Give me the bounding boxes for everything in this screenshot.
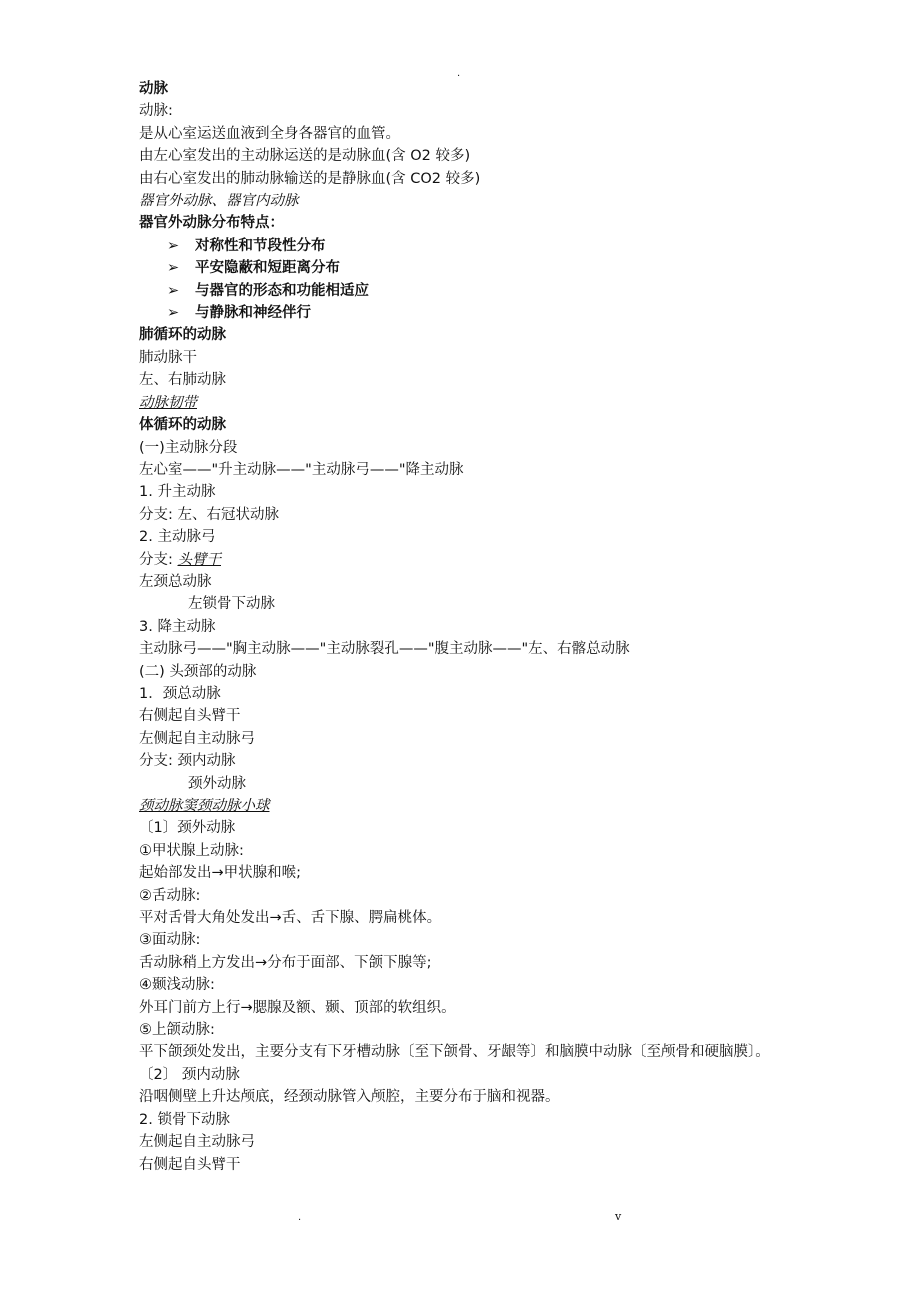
text-line: (二) 头颈部的动脉: [139, 663, 257, 680]
text-line: 舌动脉稍上方发出→分布于面部、下颌下腺等;: [139, 954, 432, 971]
text-line: 由右心室发出的肺动脉输送的是静脉血(含 CO2 较多): [139, 170, 481, 187]
text-line: 左颈总动脉: [139, 573, 212, 590]
italic-term: 器官外动脉、器官内动脉: [139, 193, 299, 210]
italic-underlined-term: 颈动脉窦颈动脉小球: [139, 798, 270, 814]
text-line: ③面动脉:: [139, 932, 201, 949]
bullet-item: [139, 302, 789, 324]
bullet-text: 对称性和节段性分布: [195, 237, 326, 254]
footer-left-mark: .: [298, 1212, 302, 1223]
text-line: 分支: 颈内动脉: [139, 753, 236, 770]
arrow-bullet-icon: ➢: [167, 237, 180, 254]
text-line: 平对舌骨大角处发出→舌、舌下腺、腭扁桃体。: [139, 910, 442, 927]
text-line: 分支: 左、右冠状动脉: [139, 506, 279, 523]
text-line: 主动脉弓——"胸主动脉——"主动脉裂孔——"腹主动脉——"左、右髂总动脉: [139, 641, 630, 658]
text-line: 3. 降主动脉: [139, 618, 216, 635]
bullet-text: 与静脉和神经伴行: [195, 305, 311, 322]
document-body: [139, 78, 789, 1176]
text-line: 起始部发出→甲状腺和喉;: [139, 865, 302, 882]
footer-right-mark: v: [615, 1210, 622, 1223]
text-line: 动脉:: [139, 103, 173, 120]
indented-line: 颈外动脉: [188, 775, 246, 792]
bullet-item: [139, 280, 789, 302]
italic-underlined-term: 动脉韧带: [139, 394, 197, 411]
text-line: 左侧起自主动脉弓: [139, 1134, 255, 1151]
heading-pulmonary: 肺循环的动脉: [139, 327, 226, 344]
text-line: 右侧起自头臂干: [139, 708, 241, 725]
wrapped-paragraph: 平下颌颈处发出，主要分支有下牙槽动脉〔至下颌骨、牙龈等〕和脑膜中动脉〔至颅骨和硬脑膜〕。: [139, 1044, 770, 1061]
text-line: (一)主动脉分段: [139, 439, 238, 456]
text-line: 由左心室发出的主动脉运送的是动脉血(含 O2 较多): [139, 148, 471, 165]
text-line: 2. 主动脉弓: [139, 529, 216, 546]
header-mark: .: [457, 68, 461, 79]
text-line: 肺动脉干: [139, 349, 197, 366]
bullet-item: [139, 257, 789, 279]
heading-systemic: 体循环的动脉: [139, 417, 226, 434]
text-line: ②舌动脉:: [139, 887, 201, 904]
text-line: 左侧起自主动脉弓: [139, 730, 255, 747]
text-line: 右侧起自头臂干: [139, 1156, 241, 1173]
text-line: 〔2〕 颈内动脉: [139, 1066, 240, 1083]
text-line: 左心室——"升主动脉——"主动脉弓——"降主动脉: [139, 461, 464, 478]
text-line: ⑤上颌动脉:: [139, 1022, 215, 1039]
indented-line: 左锁骨下动脉: [188, 596, 275, 613]
text-line: 外耳门前方上行→腮腺及额、颞、顶部的软组织。: [139, 999, 456, 1016]
bullet-text: 与器官的形态和功能相适应: [195, 282, 369, 299]
text-line: [139, 549, 789, 571]
text-line: 是从心室运送血液到全身各器官的血管。: [139, 125, 400, 142]
branch-label: 分支:: [139, 551, 178, 568]
text-line: 1．颈总动脉: [139, 685, 221, 702]
text-line: ①甲状腺上动脉:: [139, 842, 244, 859]
text-line: ④颞浅动脉:: [139, 977, 215, 994]
heading-artery: 动脉: [139, 81, 168, 97]
bullet-text: 平安隐蔽和短距离分布: [195, 260, 340, 277]
text-line: 左、右肺动脉: [139, 372, 226, 389]
heading-features: 器官外动脉分布特点：: [139, 215, 284, 232]
text-line: 2. 锁骨下动脉: [139, 1111, 230, 1128]
bullet-item: [139, 235, 789, 257]
arrow-bullet-icon: ➢: [167, 305, 180, 322]
arrow-bullet-icon: ➢: [167, 282, 180, 299]
italic-underlined-term: 头臂干: [177, 551, 221, 568]
arrow-bullet-icon: ➢: [167, 260, 180, 277]
text-line: 1. 升主动脉: [139, 484, 216, 501]
text-line: 〔1〕颈外动脉: [139, 820, 236, 837]
text-line: 沿咽侧壁上升达颅底，经颈动脉管入颅腔，主要分布于脑和视器。: [139, 1089, 560, 1106]
